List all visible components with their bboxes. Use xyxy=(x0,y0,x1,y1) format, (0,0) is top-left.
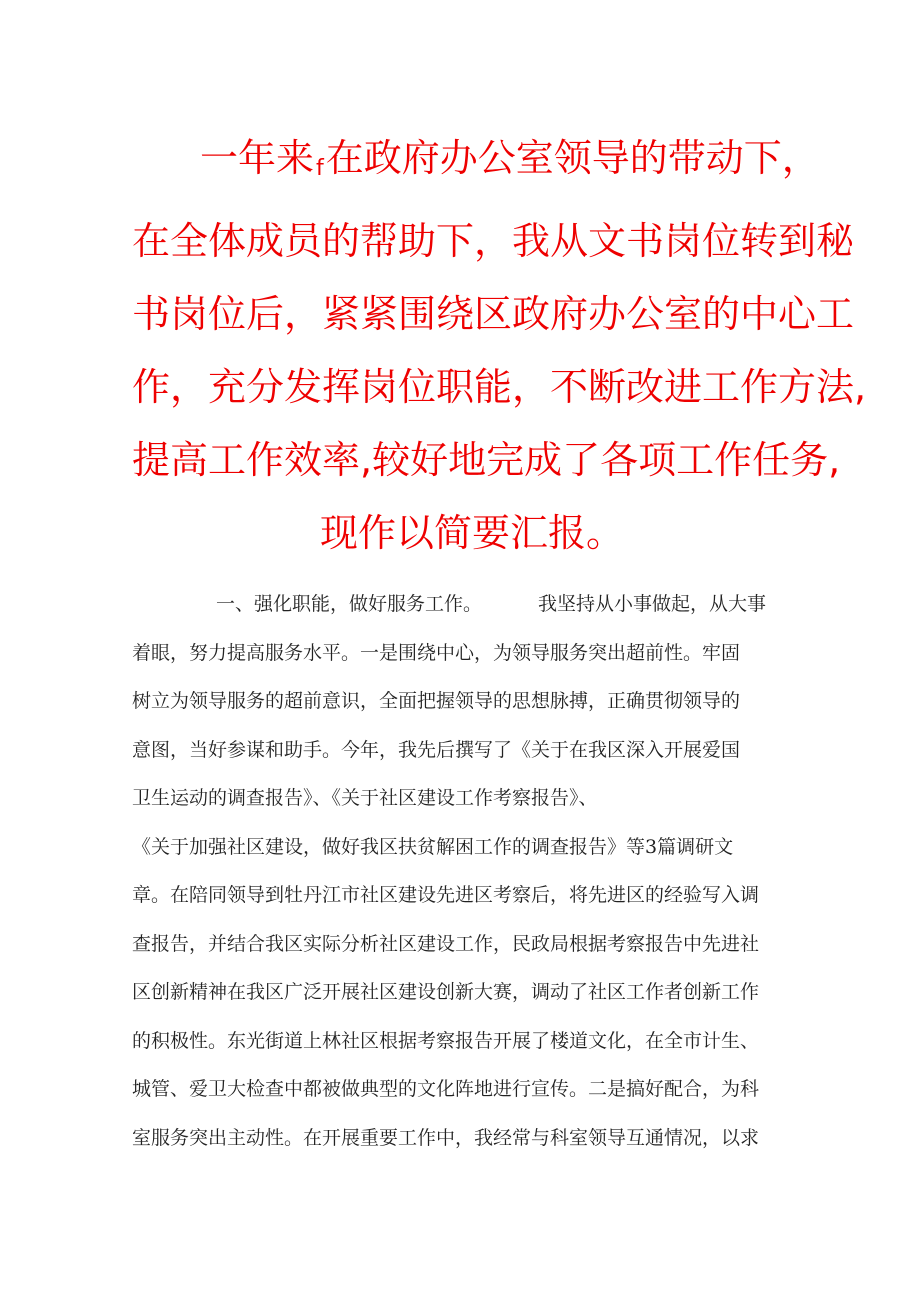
body-line: 树立为领导服务的超前意识，全面把握领导的思想脉搏，正确贯彻领导的 xyxy=(132,690,741,712)
body-line: 《关于加强社区建设，做好我区扶贫解困工作的调查报告》等3篇调研文 xyxy=(132,835,734,858)
headline-line-3: 书岗位后，紧紧围绕区政府办公室的中心工 xyxy=(132,292,855,336)
body-line-1-text: 我坚持从小事做起，从大事 xyxy=(538,593,767,615)
body-line: 室服务突出主动性。在开展重要工作中，我经常与科室领导互通情况，以求 xyxy=(132,1126,760,1149)
headline-stray-f: f xyxy=(316,156,324,181)
headline-line-4: 作，充分发挥岗位职能，不断改进工作方法, xyxy=(132,365,867,409)
body-line: 着眼，努力提高服务水平。一是围绕中心，为领导服务突出超前性。牢固 xyxy=(132,641,741,664)
body-line: 章。在陪同领导到牡丹江市社区建设先进区考察后，将先进区的经验写入调 xyxy=(132,884,760,906)
body-line-1 xyxy=(132,580,812,629)
headline-line-1-start: 一年来 xyxy=(200,136,315,180)
body-line: 卫生运动的调查报告》、《关于社区建设工作考察报告》、 xyxy=(132,787,598,809)
body-line: 的积极性。东光街道上林社区根据考察报告开展了楼道文化，在全市计生、 xyxy=(132,1029,760,1052)
headline-line-6: 现作以简要汇报。 xyxy=(320,511,625,555)
headline-line-5: 提高工作效率,较好地完成了各项工作任务, xyxy=(132,438,841,482)
body-paragraph xyxy=(132,580,812,1162)
headline-line-1 xyxy=(120,122,820,205)
headline-line-1-end: 在政府办公室领导的带动下， xyxy=(325,136,820,180)
body-line: 意图，当好参谋和助手。今年，我先后撰写了《关于在我区深入开展爱国 xyxy=(132,738,741,761)
body-line: 查报告，并结合我区实际分析社区建设工作，民政局根据考察报告中先进社 xyxy=(132,932,760,955)
section-heading: 一、强化职能，做好服务工作。 xyxy=(216,593,483,615)
headline-paragraph xyxy=(120,122,867,570)
headline-line-2: 在全体成员的帮助下，我从文书岗位转到秘 xyxy=(132,219,855,263)
body-line: 城管、爱卫大检查中都被做典型的文化阵地进行宣传。二是搞好配合，为科 xyxy=(132,1078,760,1100)
body-line: 区创新精神在我区广泛开展社区建设创新大赛，调动了社区工作者创新工作 xyxy=(132,981,760,1003)
